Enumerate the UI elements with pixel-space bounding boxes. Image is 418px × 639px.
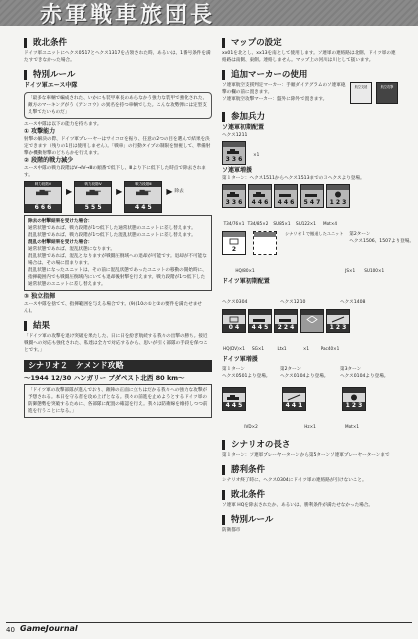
mot-counter: 1 2 3 xyxy=(326,184,350,208)
ace-intro: エース中隊は以下の能力を持ちます。 xyxy=(24,122,102,127)
ger-reinf-counters xyxy=(222,387,398,411)
ace-quote: 「最多な車輌で編成された、いかにも装甲車長のあらなかう強力な装甲で強化された、敵方のマーキングがう《アンコウ》の異名を持つ車輌でした。こんな攻勢弾には定型支え撃てたいものだ」 xyxy=(28,96,208,115)
sov-t2-row xyxy=(222,231,414,255)
special-heading: 特別ルール xyxy=(222,515,398,525)
unit-caption: HQ(DV)×1 xyxy=(223,346,245,351)
ace-counter-3 xyxy=(124,181,162,213)
victory-heading: 勝利条件 xyxy=(222,465,398,475)
ace-company-heading: ドイツ軍エース中隊 xyxy=(24,82,78,89)
defeat-heading: 敗北条件 xyxy=(24,38,212,48)
hz-counter: 4 4 1 xyxy=(282,387,306,411)
scenario-intro-box xyxy=(24,384,212,418)
air-attack-marker: 航空攻撃 xyxy=(376,82,398,104)
attack-ability-text: 射撃の解決の際、ドイツ軍プレーヤーはサイコロを振り、任意の2つの目を選んで結果を決定できます（残りの1目は使用しません）。「戦車」の行動タイプの制限を無視して、準備射撃か機動射撃のどちらかを行えます。 xyxy=(24,137,211,156)
scenario-intro: 「ドイツ軍の攻撃部隊が進んでおり、敵陣の正面に立ちはだかる我々への強力な攻撃が予想される。本日を守る者を攻め上げとなる。我々の前進を止めようとするドイツ軍の防御態勢を突破するために、各部隊に配置の確認を行え。我々は防衛線を維持しつつ前進を行うことになる。」 xyxy=(28,388,208,414)
tank-icon xyxy=(33,189,53,196)
withdrawn-counter xyxy=(253,231,277,255)
scenario-unit-note: シナリオ１で撤退したユニット xyxy=(284,231,344,236)
sov-t2-block xyxy=(349,231,414,245)
ace-counter-row xyxy=(24,181,212,213)
unit-caption: Hz×1 xyxy=(304,424,316,429)
ger-reinf-hex: ヘクス0104より登場。 xyxy=(340,374,389,379)
defeat-text: ドイツ軍ユニットにヘクス0517とヘクス1317を占領された時、あるいは、1番号条件を満たすできなかった場合。 xyxy=(24,51,211,63)
sov-reinf-heading: ソ連軍増援 xyxy=(222,167,253,174)
confusion-line: 通常状態であれば、混乱状態になります。 xyxy=(28,247,115,252)
length-heading: シナリオの長さ xyxy=(222,440,398,450)
su85-counter: 4 4 6 xyxy=(274,184,298,208)
arrow-icon: ▶ xyxy=(166,187,173,196)
ger-initial-counters xyxy=(222,309,398,333)
strength-reduction-text: エース中隊の戦力段階はⅤ→Ⅳ→Ⅲの順番で低下し、Ⅲより下に低下した時点で除去されます。 xyxy=(24,166,206,178)
lt-counter: 2 2 4 xyxy=(274,309,298,333)
ger-hex: ヘクス1408 xyxy=(340,300,366,305)
arrow-icon: ▶ xyxy=(66,187,73,196)
defeat2-heading: 敗北条件 xyxy=(222,490,398,500)
sov-reinf-line: 第１ターン：ヘクス1511からヘクス1513までの３ヘクスより登場。 xyxy=(222,176,365,181)
sov-initial-heading: ソ連軍初期配置 xyxy=(222,124,265,131)
forces-heading: 参加兵力 xyxy=(222,112,398,122)
right-column xyxy=(222,38,414,534)
ger-hq-counter: 0 4 xyxy=(222,309,246,333)
sov-initial-counters xyxy=(222,141,398,165)
unit-caption: Ltx1 xyxy=(277,346,287,351)
t34-76-counter: 3 3 6 xyxy=(222,184,246,208)
scenario-title: シナリオ２ ケメンド攻略 xyxy=(24,360,212,372)
t34-85-counter: 4 4 6 xyxy=(248,184,272,208)
sov-t2-title: 第2ターン xyxy=(349,232,371,237)
defeat2-text: ソ連軍 HQを除去されたか、あるいは、勝利条件が満たせなかった場合。 xyxy=(222,503,373,508)
hq-caption: HQ/80×1 xyxy=(235,268,255,273)
ger-reinf-hex: ヘクス0501より登場。 xyxy=(222,374,271,379)
sov-initial-hex: ヘクス1211 xyxy=(222,133,248,138)
tank-icon xyxy=(83,189,103,196)
counter-values: 5 5 5 xyxy=(75,204,111,212)
markers-row xyxy=(222,82,398,104)
sov-reinf-counters xyxy=(222,184,398,208)
scenario-subtitle: ～1944 12/30 ハンガリー ブダペスト北西 80 km～ xyxy=(24,374,185,382)
elimination-box xyxy=(24,215,212,291)
removed-label: 除去 xyxy=(174,189,184,194)
footer-rule xyxy=(6,622,412,623)
result-text: 「ドイツ軍の攻撃を退け突破を果たした、日に日を紛ぎ航続する我々の出撃の勝ち。接近戦闘への対応も強化された、私達は全力で対応するから、思いが引く部隊の手段を保つことです。」 xyxy=(24,334,208,353)
ger-unit-captions xyxy=(222,335,398,354)
counter-values: 4 4 5 xyxy=(125,204,161,212)
tank-icon xyxy=(133,189,153,196)
arrow-icon: ▶ xyxy=(116,187,123,196)
independent-command-text: エース中隊を捨てて、指揮範囲を与える場合です。(9)(10の①と②の要件を満たせません)。 xyxy=(24,302,202,314)
sov-unit-captions xyxy=(222,210,398,229)
victory-text: シナリオ終了時に、ヘクス0304にドイツ軍の連絡路が引けないこと。 xyxy=(222,478,367,483)
marker-line: ソ連軍航空支援判定マーカー：手順ダイアグラムのソ連軍砲撃の欄の前に置きます。 xyxy=(222,83,346,95)
ger-initial-heading: ドイツ軍初期配置 xyxy=(222,278,270,285)
unit-caption: SG×1 xyxy=(251,346,265,351)
unit-caption: SU100×1 xyxy=(364,268,385,273)
left-column xyxy=(24,38,212,420)
sov-t2-hex: ヘクス1506、1507より登場。 xyxy=(349,239,414,244)
elimination-line: 混乱状態であれば、戦力段階が1つ低下した混乱状態のユニットに差し替えます。 xyxy=(28,233,196,238)
ace-counter-5 xyxy=(24,181,62,213)
sg-counter: 4 4 5 xyxy=(248,309,272,333)
independent-command-title: ③ 独立指揮 xyxy=(24,293,56,300)
marker-line: ソ連軍航空攻撃マーカー：盤外に除外で置きます。 xyxy=(222,97,328,102)
sov-tank-counter: 3 3 6 xyxy=(222,141,246,165)
confusion-line: 混乱状態であれば、混乱となりますが戦闘圧倒域への退却が可能です。退却が不可能な場合は、その場に留まります。 xyxy=(28,254,207,266)
air-support-marker: 航空支援 xyxy=(350,82,372,104)
ace-quote-box xyxy=(24,92,212,119)
unit-caption: T34/85×2 xyxy=(247,221,269,226)
counter-label: 戦力段階Ⅲ xyxy=(125,182,161,187)
ger-reinf-turn: 第１ターン xyxy=(222,367,245,372)
counter-values: 6 6 6 xyxy=(25,204,61,212)
unit-caption: Mot×4 xyxy=(323,221,337,226)
special-rules-heading: 特別ルール xyxy=(24,70,212,80)
ger-reinf-hex: ヘクス0104より登場。 xyxy=(280,374,329,379)
ace-counter-4 xyxy=(74,181,112,213)
ger-reinf-heading: ドイツ軍増援 xyxy=(222,356,258,363)
su122-counter: 5 4 7 xyxy=(300,184,324,208)
counter-label: 戦力段階Ⅳ xyxy=(75,182,111,187)
unit-caption: Mot×1 xyxy=(345,424,359,429)
markers-text xyxy=(222,82,346,103)
unit-caption: T34/76×1 xyxy=(223,221,245,226)
markers-heading: 追加マーカーの使用 xyxy=(222,70,398,80)
strength-reduction-title: ② 段階的戦力減少 xyxy=(24,157,74,164)
map-text: xx01を北とし、xx13を南として使用します。ソ連軍の連絡路は北側、ドイツ軍の連絡路は南側、東側。連絡しません。マップ上の河川は川として扱います。 xyxy=(222,51,396,63)
ger-reinf-turn: 第2ターン xyxy=(280,367,302,372)
page-number: 40 xyxy=(6,626,15,634)
banner-title: 赤軍戦車旅団長 xyxy=(40,2,216,28)
confusion-line: 混乱状態になったユニットは、その前に混乱状態であったユニットの移動の開始時に、指揮範囲内でも戦闘圧倒域内にいても退却後射撃を行えます。戦力段階が1つ低下した通常状態のユニットに差し替えます。 xyxy=(28,268,207,287)
unit-caption: SU85×1 xyxy=(273,221,291,226)
counter-label: 戦力段階Ⅴ xyxy=(25,182,61,187)
ger-hex: ヘクス0304 xyxy=(222,300,248,305)
ger-hex: ヘクス1210 xyxy=(280,300,306,305)
brand-logo: GameJournal xyxy=(20,624,78,633)
unit-caption: ×1 xyxy=(302,346,310,351)
ger-reinf-turn: 第3ターン xyxy=(340,367,362,372)
elimination-title: 除去の射撃結果を受けた場合： xyxy=(28,219,93,224)
mine-counter xyxy=(300,309,324,333)
hq-counter: 2 xyxy=(222,231,246,255)
sov-initial-count: ×1 xyxy=(253,152,260,157)
sov-hq-captions xyxy=(222,257,398,276)
confusion-title: 混乱の射撃結果を受けた場合： xyxy=(28,240,93,245)
map-heading: マップの設定 xyxy=(222,38,398,48)
mot-ger-counter: 1 2 3 xyxy=(342,387,366,411)
tank-icon xyxy=(225,148,243,155)
attack-ability-title: ① 攻撃能力 xyxy=(24,128,56,135)
pak-counter: 1 2 3 xyxy=(326,309,350,333)
ger-reinf-turns xyxy=(222,366,398,385)
unit-caption: SU122×1 xyxy=(296,221,316,226)
elimination-line: 通常状態であれば、戦力段階が1つ低下した通常状態のユニットに差し替えます。 xyxy=(28,226,196,231)
unit-caption: IVD×2 xyxy=(244,424,258,429)
result-heading: 結果 xyxy=(24,321,212,331)
ger-reinf-captions xyxy=(222,413,398,432)
unit-caption: Pac40×1 xyxy=(320,346,340,351)
title-banner xyxy=(0,0,418,26)
special-text: 防衛都市 xyxy=(222,528,241,533)
ivd-counter: 4 4 5 xyxy=(222,387,246,411)
ger-hex-row xyxy=(222,288,398,307)
length-text: 第１ターン：ソ連軍プレーヤーターンから第5ターンソ連軍プレーヤーターンまで xyxy=(222,453,390,458)
unit-caption: JS×1 xyxy=(345,268,356,273)
